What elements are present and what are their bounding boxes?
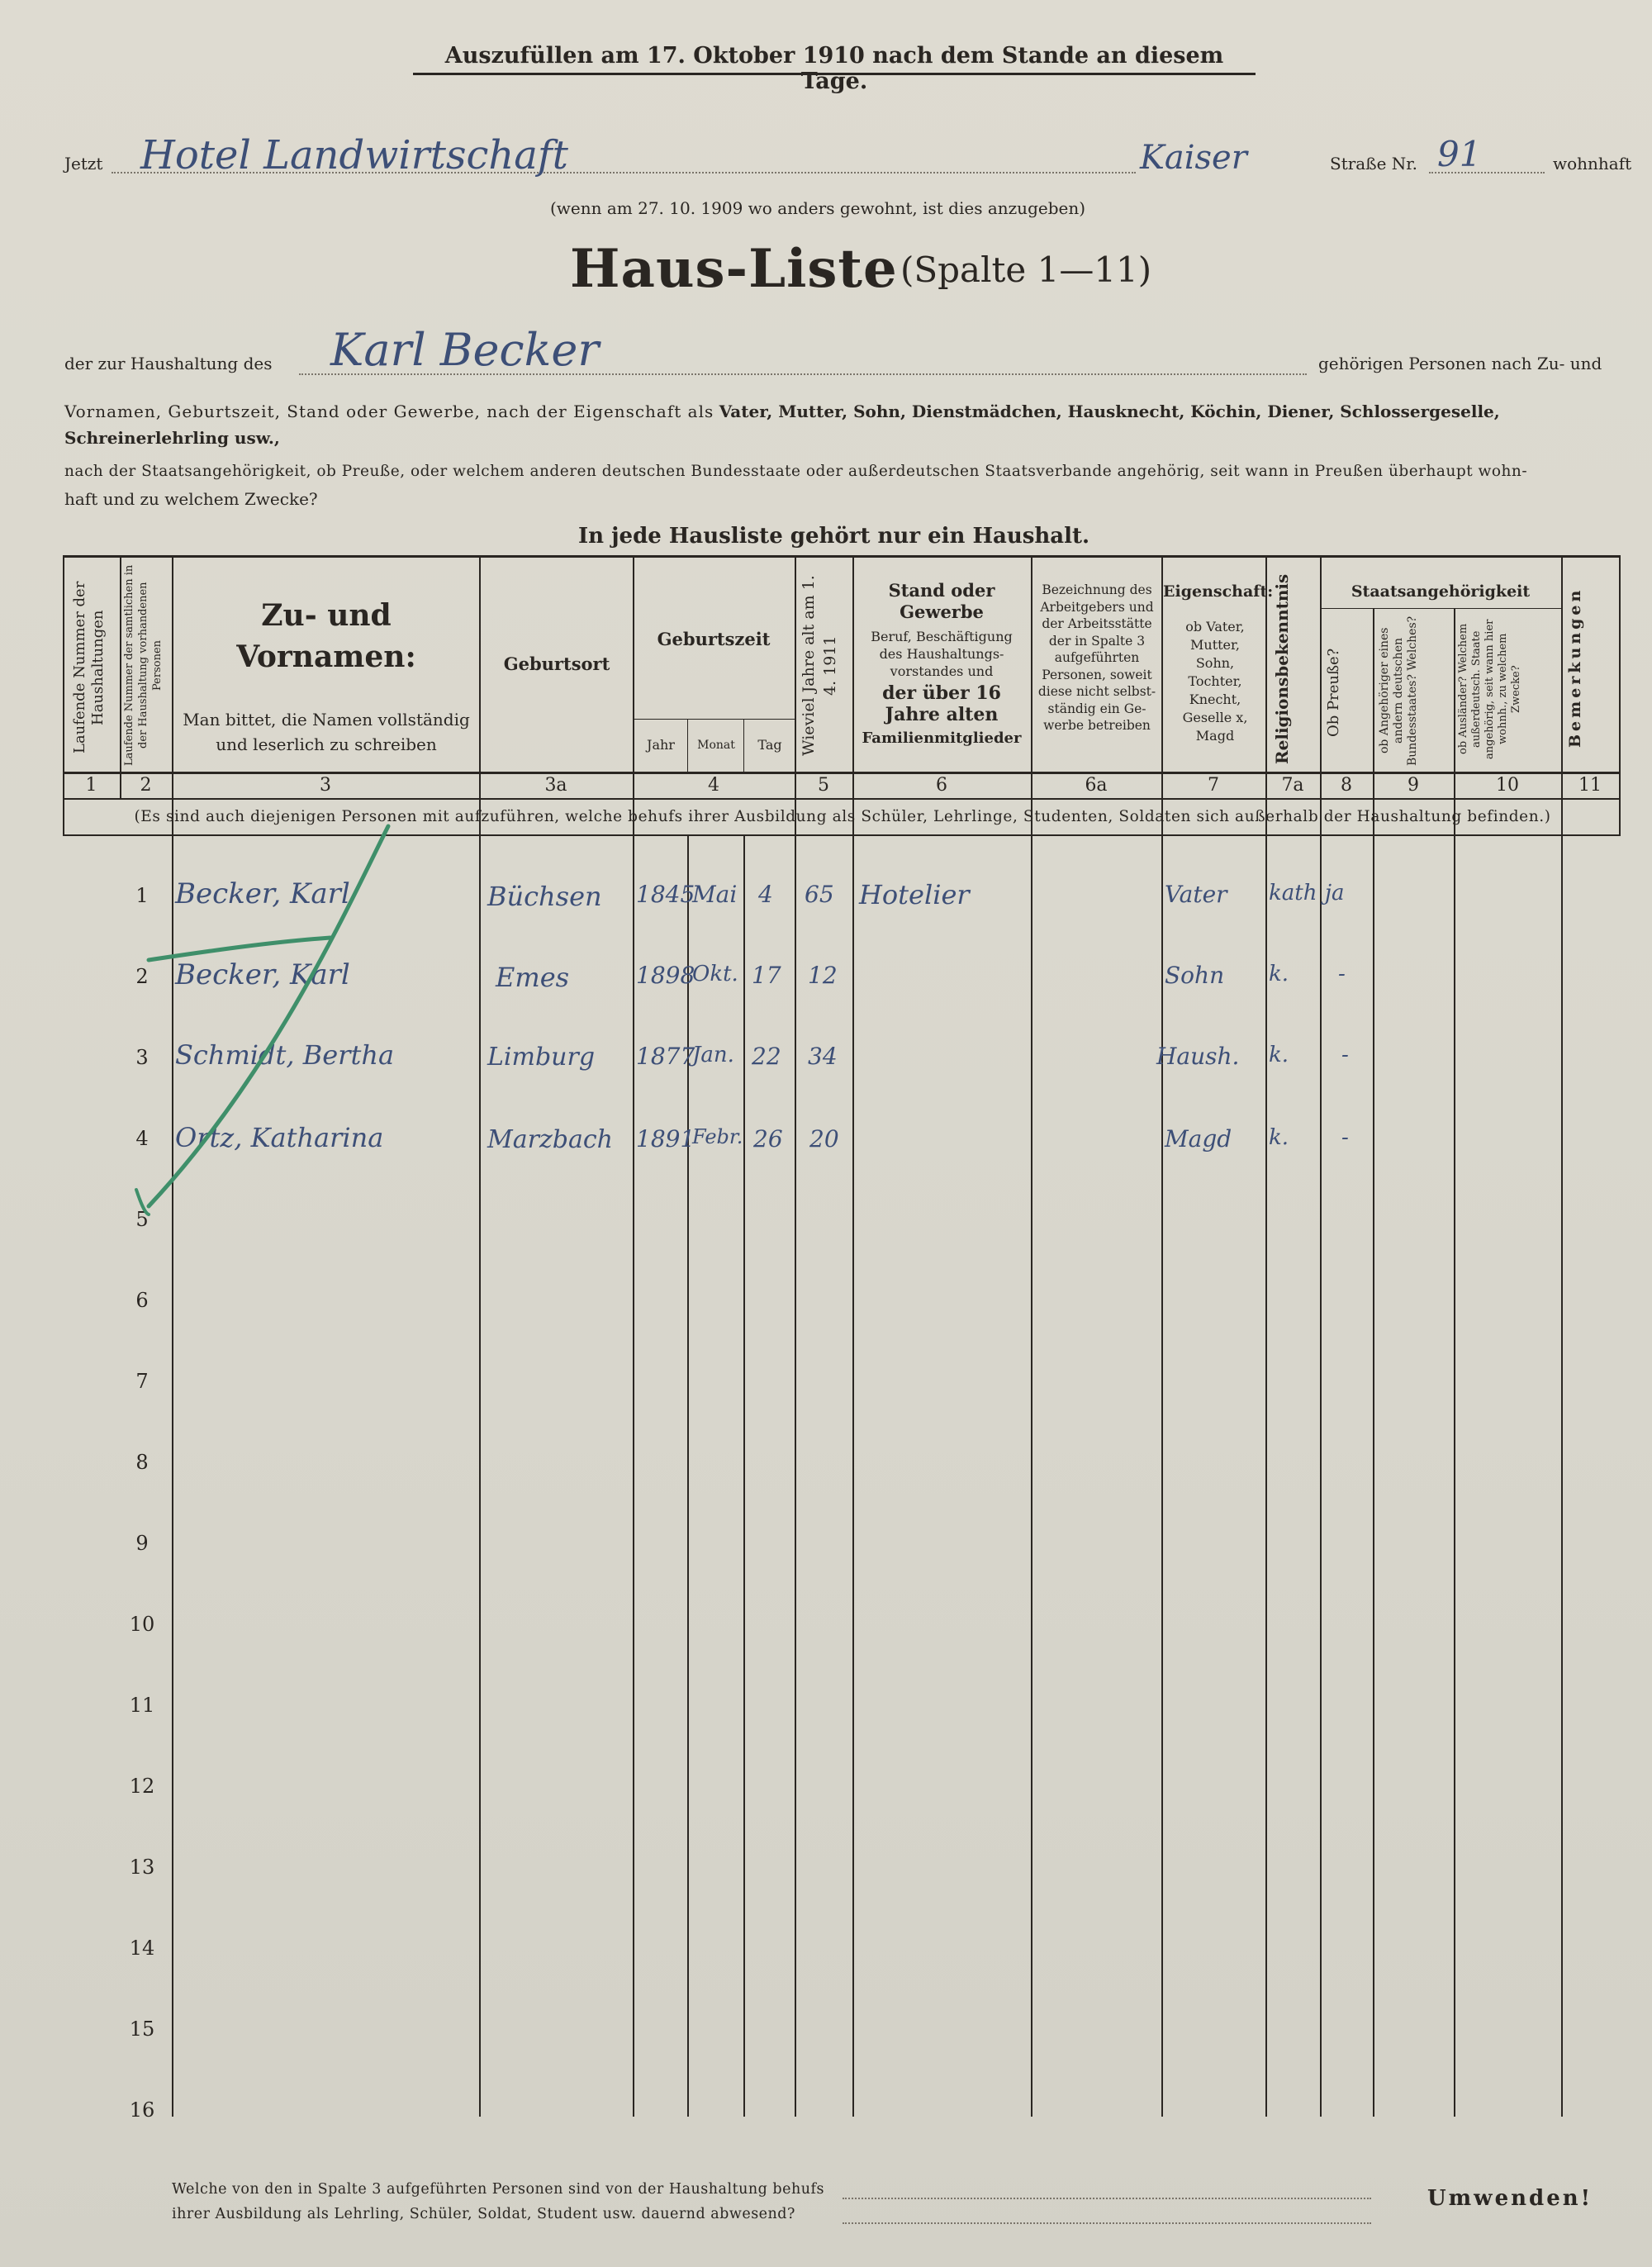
entry-occupation: Hotelier — [859, 879, 970, 910]
row-number: 8 — [135, 1451, 149, 1474]
household-handwritten-name: Karl Becker — [330, 324, 600, 376]
entry-age: 65 — [805, 881, 834, 908]
entry-role: Magd — [1165, 1125, 1232, 1153]
colnum-6: 6 — [936, 775, 947, 796]
instructions-rule: In jede Hausliste gehört nur ein Haushalt. — [578, 524, 1090, 549]
table-note: (Es sind auch diejenigen Personen mit aufzuführen, welche behufs ihrer Ausbildung als Schüler, Lehrlinge, Studenten, Soldaten sich außerhalb der Haushaltung befinden.) — [134, 808, 1551, 825]
colnum-8: 8 — [1341, 775, 1352, 796]
header-c9: ob Angehöriger eines andern deutschen Bundesstaates? Welches? — [1378, 615, 1419, 766]
entry-age: 34 — [808, 1043, 838, 1070]
address-handwritten-number: 91 — [1437, 134, 1482, 174]
entry-month: Okt. — [692, 962, 738, 986]
address-street-label: Straße Nr. — [1330, 154, 1417, 173]
address-handwritten-street: Kaiser — [1140, 139, 1247, 177]
colnum-9: 9 — [1408, 775, 1419, 796]
entry-birthplace: Emes — [496, 962, 570, 993]
entry-month: Jan. — [692, 1043, 734, 1067]
header-c10: ob Ausländer? Welchem außerdeutsch. Staate angehörig, seit wann hier wohnh., zu welchem Zwecke? — [1457, 619, 1522, 759]
row-number: 2 — [135, 965, 149, 988]
entry-role: Haush. — [1156, 1043, 1240, 1070]
row-number: 9 — [135, 1532, 149, 1555]
entry-day: 26 — [753, 1125, 783, 1153]
entry-year: 1877 — [636, 1043, 695, 1070]
entry-age: 12 — [808, 962, 838, 989]
footer-dots-2 — [843, 2222, 1371, 2224]
address-note: (wenn am 27. 10. 1909 wo anders gewohnt, ist dies anzugeben) — [549, 198, 1086, 218]
footer-turn-over: Umwenden! — [1427, 2186, 1593, 2211]
row-number: 15 — [129, 2017, 155, 2041]
entry-day: 17 — [752, 962, 781, 989]
entry-name: Becker, Karl — [175, 877, 350, 910]
header-c5: Wieviel Jahre alt am 1. 4. 1911 — [800, 575, 839, 757]
header-c8: Ob Preuße? — [1325, 648, 1342, 737]
entry-day: 4 — [758, 881, 773, 908]
header-c7-sub: ob Vater, Mutter, Sohn, Tochter, Knecht, Geselle x, Magd — [1182, 619, 1248, 744]
header-staat: Staatsangehörigkeit — [1351, 582, 1531, 601]
entry-name: Becker, Karl — [175, 958, 350, 991]
entry-year: 1891 — [636, 1125, 695, 1153]
instructions-line1-normal: Vornamen, Geburtszeit, Stand oder Gewerbe, nach der Eigenschaft als — [64, 402, 714, 421]
instructions-line2: Schreinerlehrling usw., — [64, 428, 280, 448]
entry-prussian: - — [1338, 962, 1346, 986]
header-c6-b: Beruf, Beschäftigung des Haushaltungs-vorstandes und — [871, 629, 1013, 679]
header-c4: Geburtszeit — [657, 629, 771, 649]
entry-prussian: - — [1341, 1043, 1349, 1067]
footer-question-2: ihrer Ausbildung als Lehrling, Schüler, Soldat, Student usw. dauernd abwesend? — [172, 2206, 795, 2222]
header-c7-title: Eigenschaft: — [1163, 582, 1274, 601]
colnum-7a: 7a — [1281, 775, 1304, 796]
header-c3a: Geburtsort — [503, 653, 610, 674]
entry-birthplace: Limburg — [487, 1043, 596, 1072]
row-number: 14 — [129, 1937, 155, 1960]
entry-religion: kath — [1269, 881, 1317, 905]
entry-prussian: - — [1341, 1125, 1349, 1150]
entry-religion: k. — [1269, 1125, 1289, 1150]
row-number: 10 — [129, 1613, 155, 1636]
entry-birthplace: Marzbach — [487, 1125, 613, 1154]
address-handwritten-place: Hotel Landwirtschaft — [140, 132, 568, 178]
entry-age: 20 — [809, 1125, 839, 1153]
footer-question-1: Welche von den in Spalte 3 aufgeführten Personen sind von der Haushaltung behufs — [172, 2181, 824, 2198]
page-title: Haus-Liste — [570, 238, 898, 300]
footer-dots-1 — [843, 2198, 1371, 2199]
colnum-1: 1 — [85, 775, 97, 796]
row-number: 1 — [135, 884, 149, 907]
entry-name: Schmidt, Bertha — [175, 1039, 395, 1071]
row-number: 12 — [129, 1775, 155, 1798]
header-c6-c: der über 16 Jahre alten — [882, 682, 1001, 725]
header-c2: Laufende Nummer der samtlichen in der Haushaltung vorhandenen Personen — [123, 564, 164, 766]
entry-year: 1845 — [636, 881, 695, 908]
colnum-4: 4 — [708, 775, 719, 796]
header-c7a: Religionsbekenntnis — [1272, 573, 1292, 765]
entry-month: Febr. — [692, 1125, 743, 1148]
colnum-7: 7 — [1208, 775, 1219, 796]
row-number: 3 — [135, 1046, 149, 1069]
row-number: 4 — [135, 1127, 149, 1150]
header-c6a: Bezeichnung des Arbeitgebers und der Arbeitsstätte der in Spalte 3 aufgeführten Personen, soweit diese nicht selbst-ständig ein Ge-werbe betreiben — [1037, 582, 1156, 733]
colnum-10: 10 — [1496, 775, 1519, 796]
instructions-line3: nach der Staatsangehörigkeit, ob Preuße, oder welchem anderen deutschen Bundesstaate oder außerdeutschen Staatsverbande angehörig, seit wann in Preußen überhaupt wohn- — [64, 463, 1528, 480]
household-suffix: gehörigen Personen nach Zu- und — [1318, 354, 1602, 373]
entry-prussian: ja — [1325, 881, 1345, 905]
entry-role: Sohn — [1165, 962, 1225, 989]
row-number: 6 — [135, 1289, 149, 1312]
household-prefix: der zur Haushaltung des — [64, 354, 273, 373]
row-number: 7 — [135, 1370, 149, 1393]
entry-day: 22 — [752, 1043, 781, 1070]
address-prefix: Jetzt — [64, 154, 103, 173]
colnum-3: 3 — [320, 775, 331, 796]
header-c3-sub: Man bittet, die Namen vollständig und leserlich zu schreiben — [183, 710, 470, 754]
entry-religion: k. — [1269, 1043, 1289, 1067]
colnum-3a: 3a — [544, 775, 567, 796]
instructions-line1-bold: Vater, Mutter, Sohn, Dienstmädchen, Hausknecht, Köchin, Diener, Schlossergeselle, — [719, 402, 1500, 421]
header-c4-tag: Tag — [757, 737, 782, 753]
page-subtitle: (Spalte 1—11) — [900, 250, 1152, 290]
colnum-5: 5 — [818, 775, 829, 796]
entry-name: Ortz, Katharina — [175, 1122, 384, 1153]
header-c11: Bemerkungen — [1566, 587, 1584, 749]
header-c4-jahr: Jahr — [647, 737, 675, 753]
header-c6-a: Stand oder Gewerbe — [888, 580, 995, 622]
row-number: 11 — [129, 1694, 155, 1717]
header-c1: Laufende Nummer der Haushaltungen — [71, 581, 107, 754]
entry-religion: k. — [1269, 962, 1289, 986]
row-number: 16 — [129, 2098, 155, 2122]
colnum-6a: 6a — [1085, 775, 1108, 796]
colnum-2: 2 — [140, 775, 152, 796]
entry-birthplace: Büchsen — [487, 881, 602, 912]
header-c4-monat: Monat — [697, 739, 735, 752]
header-c6-d: Familienmitglieder — [862, 730, 1022, 747]
entry-role: Vater — [1165, 881, 1227, 908]
colnum-11: 11 — [1578, 775, 1602, 796]
instructions-line4: haft und zu welchem Zwecke? — [64, 489, 318, 509]
entry-year: 1898 — [636, 962, 695, 989]
row-number: 5 — [135, 1208, 149, 1231]
header-c3-title: Zu- und Vornamen: — [236, 598, 416, 674]
entry-month: Mai — [692, 881, 738, 908]
header-note: Auszufüllen am 17. Oktober 1910 nach dem Stande an diesem Tage. — [444, 43, 1224, 94]
address-suffix: wohnhaft — [1553, 154, 1632, 173]
row-number: 13 — [129, 1856, 155, 1879]
